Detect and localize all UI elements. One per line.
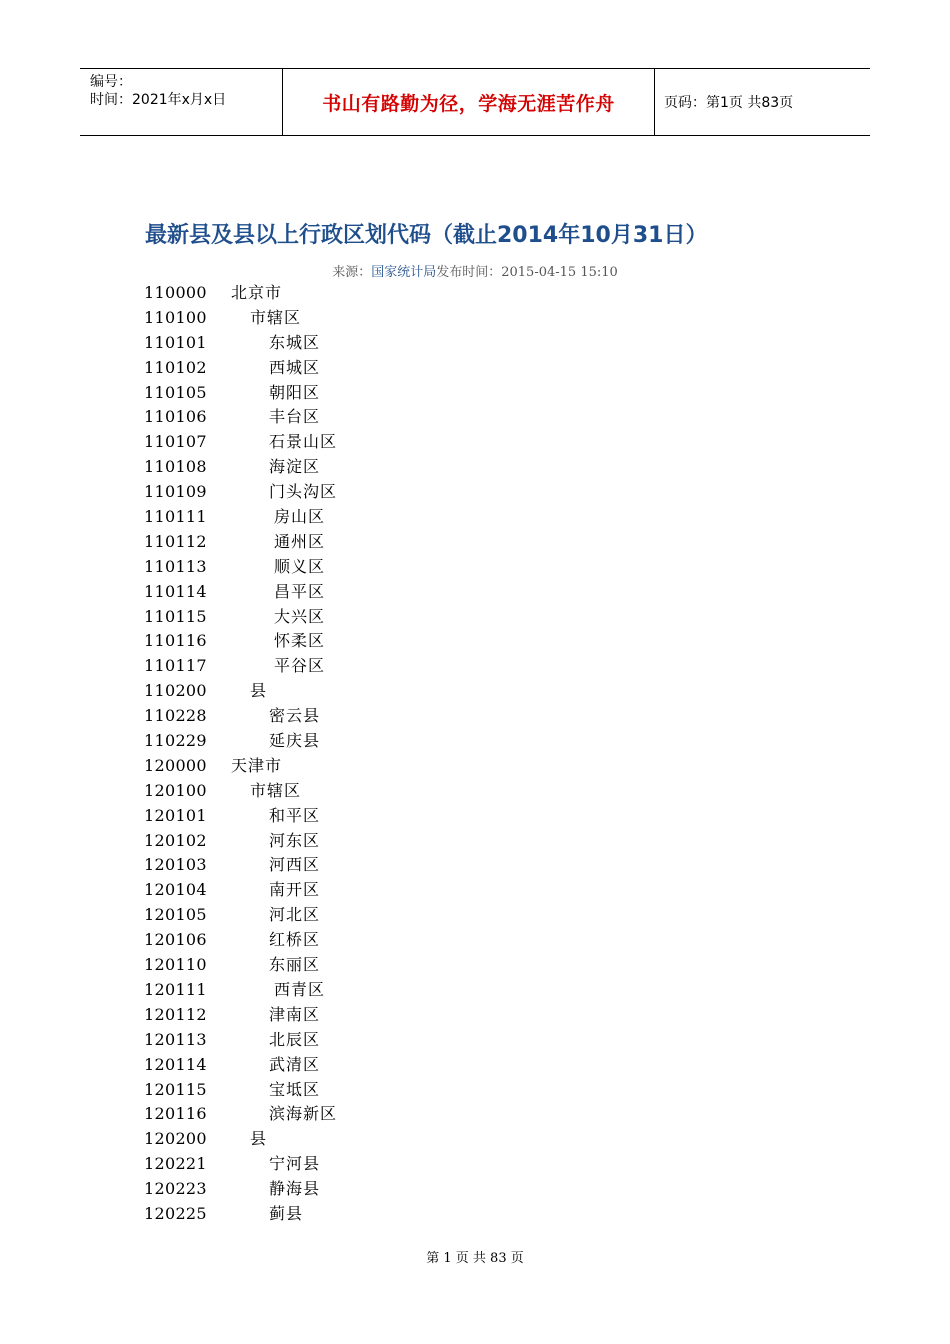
region-name: 河东区 <box>269 830 321 850</box>
region-name: 石景山区 <box>269 432 338 452</box>
region-code: 120104 <box>144 880 207 900</box>
region-name: 红桥区 <box>269 930 321 950</box>
region-code: 110229 <box>144 731 207 751</box>
region-code: 110101 <box>144 332 207 352</box>
region-name: 门头沟区 <box>269 482 338 502</box>
region-code: 110102 <box>144 357 207 377</box>
region-name: 密云县 <box>269 706 321 726</box>
region-name: 县 <box>250 681 268 701</box>
region-name: 昌平区 <box>274 581 326 601</box>
region-name: 海淀区 <box>269 457 321 477</box>
region-code: 110100 <box>144 307 207 327</box>
region-name: 南开区 <box>269 880 321 900</box>
region-code: 110113 <box>144 556 207 576</box>
region-name: 通州区 <box>274 531 326 551</box>
region-name: 东城区 <box>269 332 321 352</box>
region-code: 110117 <box>144 656 207 676</box>
region-name: 北辰区 <box>269 1029 321 1049</box>
region-name: 市辖区 <box>250 307 302 327</box>
region-name: 静海县 <box>269 1179 321 1199</box>
region-code: 110107 <box>144 432 207 452</box>
region-name: 县 <box>250 1129 268 1149</box>
page-footer: 第 1 页 共 83 页 <box>426 1251 524 1266</box>
region-name: 大兴区 <box>274 606 326 626</box>
source-suffix: 发布时间：2015-04-15 15:10 <box>436 265 618 280</box>
region-name: 房山区 <box>274 507 326 527</box>
region-code: 110109 <box>144 482 207 502</box>
region-name: 津南区 <box>269 1004 321 1024</box>
region-name: 丰台区 <box>269 407 321 427</box>
header-meta <box>80 69 282 135</box>
region-code: 120116 <box>144 1104 207 1124</box>
header-motto-cell <box>282 69 655 135</box>
region-name: 东丽区 <box>269 955 321 975</box>
region-name: 宝坻区 <box>269 1079 321 1099</box>
region-code: 110200 <box>144 681 207 701</box>
region-code: 110111 <box>144 507 207 527</box>
region-code: 120200 <box>144 1129 207 1149</box>
number-label: 编号： <box>90 74 132 90</box>
region-name: 西城区 <box>269 357 321 377</box>
region-name: 平谷区 <box>274 656 326 676</box>
region-name: 天津市 <box>231 755 283 775</box>
time-label: 时间：2021年x月x日 <box>90 92 227 108</box>
source-prefix: 来源： <box>332 265 372 280</box>
region-code: 120102 <box>144 830 207 850</box>
source-line <box>0 261 950 280</box>
region-code: 120223 <box>144 1179 207 1199</box>
region-code: 120103 <box>144 855 207 875</box>
region-name: 延庆县 <box>269 731 321 751</box>
region-code: 110114 <box>144 581 207 601</box>
region-code: 110105 <box>144 382 207 402</box>
region-name: 武清区 <box>269 1054 321 1074</box>
region-name: 市辖区 <box>250 780 302 800</box>
document-title: 最新县及县以上行政区划代码（截止2014年10月31日） <box>145 223 708 248</box>
region-code: 110115 <box>144 606 207 626</box>
page-info-text: 页码：第1页 共83页 <box>664 95 794 111</box>
region-name: 宁河县 <box>269 1154 321 1174</box>
region-code: 110228 <box>144 706 207 726</box>
region-name: 西青区 <box>274 979 326 999</box>
region-code: 120113 <box>144 1029 207 1049</box>
header-page-info <box>655 69 870 135</box>
region-code: 110116 <box>144 631 207 651</box>
region-code: 120105 <box>144 905 207 925</box>
region-name: 怀柔区 <box>274 631 326 651</box>
region-code: 120111 <box>144 979 207 999</box>
region-name: 顺义区 <box>274 556 326 576</box>
region-name: 朝阳区 <box>269 382 321 402</box>
region-code: 120110 <box>144 955 207 975</box>
region-code: 120114 <box>144 1054 207 1074</box>
region-code: 120115 <box>144 1079 207 1099</box>
region-name: 滨海新区 <box>269 1104 338 1124</box>
region-code: 120112 <box>144 1004 207 1024</box>
region-code: 120100 <box>144 780 207 800</box>
region-name: 蓟县 <box>269 1203 304 1223</box>
region-code: 120000 <box>144 755 207 775</box>
region-code: 110106 <box>144 407 207 427</box>
region-code: 110000 <box>144 283 207 302</box>
region-code: 120106 <box>144 930 207 950</box>
region-code: 120225 <box>144 1203 207 1223</box>
page-header <box>80 68 870 136</box>
region-name: 河北区 <box>269 905 321 925</box>
region-code: 120221 <box>144 1154 207 1174</box>
region-code: 110112 <box>144 531 207 551</box>
region-code: 110108 <box>144 457 207 477</box>
region-code: 120101 <box>144 805 207 825</box>
motto-text: 书山有路勤为径，学海无涯苦作舟 <box>322 92 615 115</box>
region-name: 北京市 <box>231 283 283 302</box>
region-name: 和平区 <box>269 805 321 825</box>
source-link[interactable]: 国家统计局 <box>371 265 437 280</box>
region-name: 河西区 <box>269 855 321 875</box>
